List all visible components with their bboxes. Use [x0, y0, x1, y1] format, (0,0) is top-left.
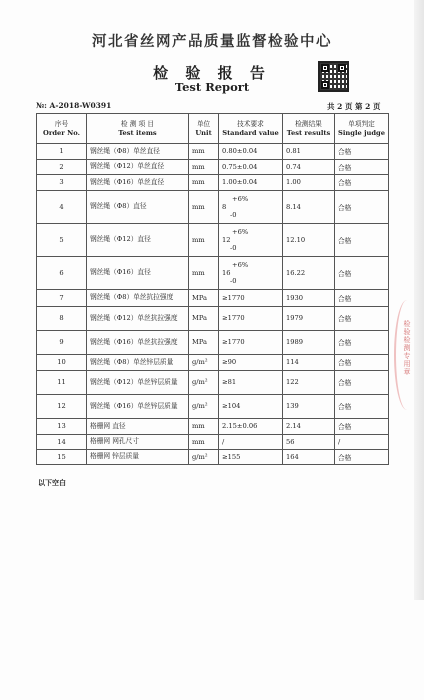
cell-test-item: 钢丝绳（Φ16）直径: [87, 256, 189, 289]
table-row: [37, 449, 389, 464]
cell-judge: 合格: [335, 418, 389, 434]
cell-result: 1989: [283, 330, 335, 354]
table-row: [37, 330, 389, 354]
cell-test-item: 钢丝绳（Φ16）单丝锌层质量: [87, 394, 189, 418]
cell-judge: 合格: [335, 223, 389, 256]
cell-judge: 合格: [335, 330, 389, 354]
cell-standard: [219, 223, 283, 256]
table-row: [37, 190, 389, 223]
cell-test-item: 格栅网 直径: [87, 418, 189, 434]
cell-standard: 1.00±0.04: [219, 175, 283, 191]
cell-test-item: 钢丝绳（Φ12）单丝直径: [87, 159, 189, 175]
cell-standard: 0.80±0.04: [219, 144, 283, 160]
table-row: [37, 370, 389, 394]
header-unit: 单位 Unit: [189, 114, 219, 144]
cell-test-item: 钢丝绳（Φ8）单丝抗拉强度: [87, 289, 189, 306]
cell-unit: mm: [189, 434, 219, 449]
cell-judge: 合格: [335, 190, 389, 223]
cell-order-no: 2: [37, 159, 87, 175]
cell-judge: 合格: [335, 370, 389, 394]
cell-standard: [219, 190, 283, 223]
cell-standard: 0.75±0.04: [219, 159, 283, 175]
cell-standard: ≥81: [219, 370, 283, 394]
cell-unit: g/m²: [189, 370, 219, 394]
cell-test-item: 格栅网 锌层质量: [87, 449, 189, 464]
cell-order-no: 3: [37, 175, 87, 191]
cell-order-no: 13: [37, 418, 87, 434]
cell-order-no: 5: [37, 223, 87, 256]
cell-judge: 合格: [335, 394, 389, 418]
table-row: [37, 354, 389, 370]
header-standard-value: 技术要求 Standard value: [219, 114, 283, 144]
cell-test-item: 钢丝绳（Φ12）单丝抗拉强度: [87, 306, 189, 330]
cell-unit: g/m²: [189, 449, 219, 464]
cell-result: 164: [283, 449, 335, 464]
cell-order-no: 6: [37, 256, 87, 289]
cell-judge: 合格: [335, 354, 389, 370]
cell-result: 122: [283, 370, 335, 394]
cell-order-no: 7: [37, 289, 87, 306]
cell-judge: 合格: [335, 449, 389, 464]
header-single-judge: 单项判定 Single judge: [335, 114, 389, 144]
cell-unit: MPa: [189, 306, 219, 330]
table-row: [37, 159, 389, 175]
tolerance-plus: +6%: [232, 194, 249, 203]
cell-unit: mm: [189, 418, 219, 434]
cell-order-no: 12: [37, 394, 87, 418]
cell-standard: ≥1770: [219, 306, 283, 330]
cell-unit: g/m²: [189, 394, 219, 418]
tolerance-plus: +6%: [232, 260, 249, 269]
table-row: [37, 175, 389, 191]
cell-judge: 合格: [335, 306, 389, 330]
table-row: [37, 144, 389, 160]
cell-judge: 合格: [335, 159, 389, 175]
report-title-cn: 检 验 报 告: [153, 64, 271, 82]
cell-result: 139: [283, 394, 335, 418]
cell-test-item: 钢丝绳（Φ12）单丝锌层质量: [87, 370, 189, 394]
cell-unit: MPa: [189, 289, 219, 306]
table-row: [37, 223, 389, 256]
cell-result: 0.81: [283, 144, 335, 160]
table-row: [37, 418, 389, 434]
cell-test-item: 钢丝绳（Φ12）直径: [87, 223, 189, 256]
cell-result: 1.00: [283, 175, 335, 191]
qr-code-icon: [318, 61, 349, 92]
tolerance-minus: -0: [230, 210, 237, 219]
cell-unit: mm: [189, 175, 219, 191]
cell-result: 56: [283, 434, 335, 449]
table-row: [37, 394, 389, 418]
header-order-no: 序号 Order No.: [37, 114, 87, 144]
cell-order-no: 8: [37, 306, 87, 330]
cell-order-no: 11: [37, 370, 87, 394]
cell-unit: MPa: [189, 330, 219, 354]
cell-order-no: 14: [37, 434, 87, 449]
cell-order-no: 10: [37, 354, 87, 370]
table-row: [37, 289, 389, 306]
tolerance-minus: -0: [230, 243, 237, 252]
official-seal-text: 检验检测专用章: [403, 320, 411, 376]
cell-result: 12.10: [283, 223, 335, 256]
cell-test-item: 钢丝绳（Φ16）单丝抗拉强度: [87, 330, 189, 354]
cell-unit: mm: [189, 144, 219, 160]
cell-order-no: 1: [37, 144, 87, 160]
cell-standard: /: [219, 434, 283, 449]
cell-standard: ≥104: [219, 394, 283, 418]
cell-test-item: 格栅网 网孔尺寸: [87, 434, 189, 449]
table-row: [37, 306, 389, 330]
tolerance-base: 8: [222, 202, 227, 211]
cell-judge: 合格: [335, 144, 389, 160]
cell-result: 0.74: [283, 159, 335, 175]
cell-judge: 合格: [335, 175, 389, 191]
cell-test-item: 钢丝绳（Φ8）直径: [87, 190, 189, 223]
cell-result: 114: [283, 354, 335, 370]
cell-result: 2.14: [283, 418, 335, 434]
tolerance-base: 12: [222, 235, 231, 244]
cell-test-item: 钢丝绳（Φ16）单丝直径: [87, 175, 189, 191]
test-results-table: [36, 113, 389, 465]
cell-result: 16.22: [283, 256, 335, 289]
cell-standard: 2.15±0.06: [219, 418, 283, 434]
blank-below-note: 以下空白: [38, 478, 66, 487]
report-title-en: Test Report: [174, 80, 250, 94]
tolerance-plus: +6%: [232, 227, 249, 236]
cell-unit: mm: [189, 223, 219, 256]
header-test-results: 检测结果 Test results: [283, 114, 335, 144]
cell-unit: g/m²: [189, 354, 219, 370]
cell-result: 8.14: [283, 190, 335, 223]
cell-order-no: 15: [37, 449, 87, 464]
cell-unit: mm: [189, 159, 219, 175]
cell-order-no: 4: [37, 190, 87, 223]
cell-unit: mm: [189, 256, 219, 289]
cell-judge: /: [335, 434, 389, 449]
cell-standard: ≥90: [219, 354, 283, 370]
table-header-row: [37, 114, 389, 144]
cell-result: 1979: [283, 306, 335, 330]
cell-test-item: 钢丝绳（Φ8）单丝锌层质量: [87, 354, 189, 370]
cell-judge: 合格: [335, 289, 389, 306]
table-row: [37, 434, 389, 449]
tolerance-base: 16: [222, 268, 231, 277]
cell-standard: ≥155: [219, 449, 283, 464]
tolerance-minus: -0: [230, 276, 237, 285]
cell-judge: 合格: [335, 256, 389, 289]
cell-unit: mm: [189, 190, 219, 223]
cell-standard: ≥1770: [219, 289, 283, 306]
cell-test-item: 钢丝绳（Φ8）单丝直径: [87, 144, 189, 160]
cell-standard: [219, 256, 283, 289]
organization-name: 河北省丝网产品质量监督检验中心: [92, 33, 332, 50]
header-test-items: 检 测 项 目 Test items: [87, 114, 189, 144]
cell-standard: ≥1770: [219, 330, 283, 354]
report-number: №: A-2018-W0391: [36, 101, 112, 110]
page-info: 共 2 页 第 2 页: [327, 102, 381, 111]
table-row: [37, 256, 389, 289]
cell-result: 1930: [283, 289, 335, 306]
cell-order-no: 9: [37, 330, 87, 354]
